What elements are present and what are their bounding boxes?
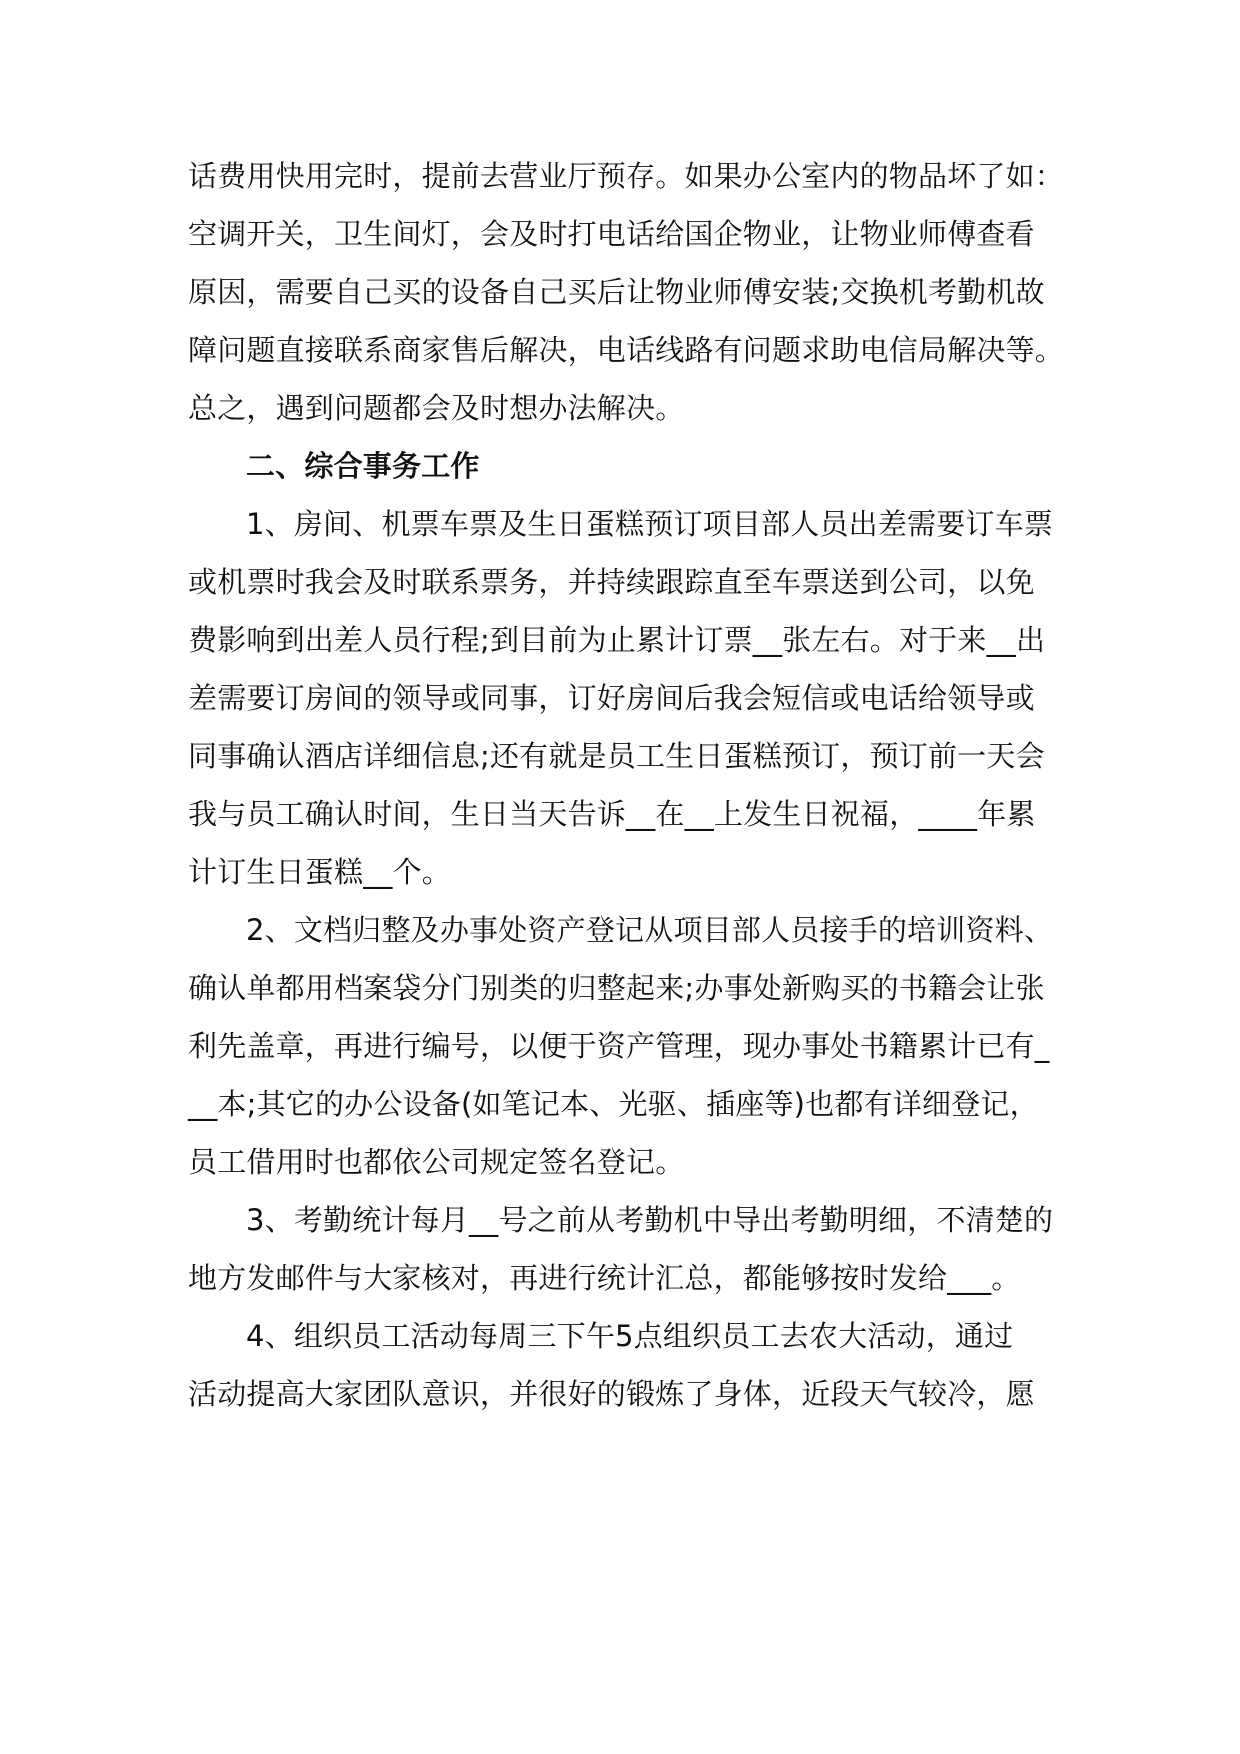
text-line: 地方发邮件与大家核对，再进行统计汇总，都能够按时发给___。 [188, 1261, 1021, 1295]
text-line: 员工借用时也都依公司规定签名登记。 [188, 1145, 685, 1179]
text-line: 利先盖章，再进行编号，以便于资产管理，现办事处书籍累计已有_ [188, 1029, 1050, 1063]
text-line: 1、房间、机票车票及生日蛋糕预订项目部人员出差需要订车票 [246, 507, 1054, 541]
text-line: 空调开关，卫生间灯，会及时打电话给国企物业，让物业师傅查看 [188, 217, 1035, 251]
text-line: 同事确认酒店详细信息;还有就是员工生日蛋糕预订，预订前一天会 [188, 739, 1045, 773]
text-line: 原因，需要自己买的设备自己买后让物业师傅安装;交换机考勤机故 [188, 275, 1045, 309]
text-line: __本;其它的办公设备(如笔记本、光驱、插座等)也都有详细登记， [188, 1087, 1039, 1121]
text-line: 2、文档归整及办事处资产登记从项目部人员接手的培训资料、 [246, 913, 1054, 947]
text-line: 话费用快用完时，提前去营业厅预存。如果办公室内的物品坏了如： [188, 159, 1065, 193]
text-line: 障问题直接联系商家售后解决，电话线路有问题求助电信局解决等。 [188, 333, 1065, 367]
text-line: 4、组织员工活动每周三下午5点组织员工去农大活动，通过 [246, 1319, 1014, 1353]
section-heading: 二、综合事务工作 [246, 449, 480, 483]
text-line: 或机票时我会及时联系票务，并持续跟踪直至车票送到公司，以免 [188, 565, 1035, 599]
text-line: 计订生日蛋糕__个。 [188, 855, 452, 889]
text-line: 我与员工确认时间，生日当天告诉__在__上发生日祝福，____年累 [188, 797, 1036, 831]
text-line: 3、考勤统计每月__号之前从考勤机中导出考勤明细，不清楚的 [246, 1203, 1054, 1237]
text-line: 总之，遇到问题都会及时想办法解决。 [188, 391, 685, 425]
text-line: 差需要订房间的领导或同事，订好房间后我会短信或电话给领导或 [188, 681, 1035, 715]
text-line: 费影响到出差人员行程;到目前为止累计订票__张左右。对于来__出 [188, 623, 1046, 657]
text-line: 确认单都用档案袋分门别类的归整起来;办事处新购买的书籍会让张 [188, 971, 1045, 1005]
text-line: 活动提高大家团队意识，并很好的锻炼了身体，近段天气较冷，愿 [188, 1377, 1035, 1411]
